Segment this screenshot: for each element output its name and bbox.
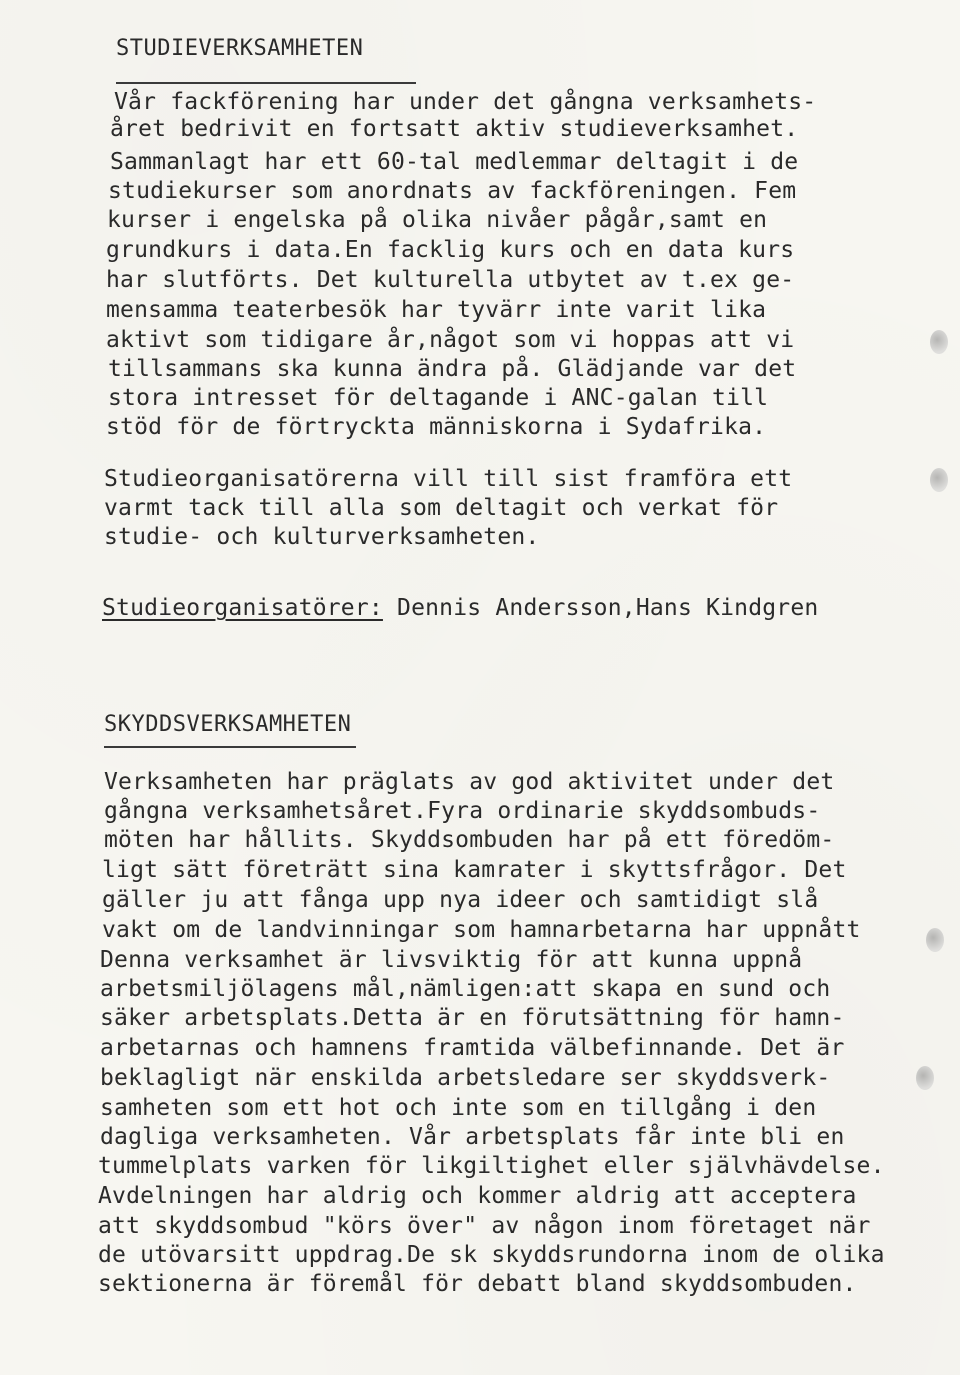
thanks-line: Studieorganisatörerna vill till sist framföra ett <box>104 466 793 492</box>
binder-hole-lower <box>926 928 944 952</box>
safety-line: de utövarsitt uppdrag.De sk skyddsrundorna inom de olika <box>98 1242 885 1268</box>
safety-line: Denna verksamhet är livsviktig för att kunna uppnå <box>100 947 803 973</box>
safety-line: beklagligt när enskilda arbetsledare ser skyddsverk- <box>100 1065 831 1091</box>
binder-hole-top <box>930 330 948 354</box>
safety-line: säker arbetsplats.Detta är en förutsättning för hamn- <box>100 1005 845 1031</box>
safety-line: ligt sätt företrätt sina kamrater i skyttsfrågor. Det <box>102 857 847 883</box>
safety-line: samheten som ett hot och inte som en tillgång i den <box>100 1095 817 1121</box>
safety-line: Verksamheten har präglats av god aktivitet under det <box>104 769 835 795</box>
organizers-label: Studieorganisatörer: <box>102 595 383 621</box>
binder-hole-bottom <box>916 1066 934 1090</box>
safety-line: arbetarnas och hamnens framtida välbefinnande. Det är <box>100 1035 845 1061</box>
safety-line: vakt om de landvinningar som hamnarbetarna har uppnått <box>102 917 861 943</box>
thanks-line: studie- och kulturverksamheten. <box>104 524 540 550</box>
study-line: studiekurser som anordnats av fackföreningen. Fem <box>108 178 797 204</box>
study-line: året bedrivit en fortsatt aktiv studieverksamhet. <box>110 116 799 142</box>
safety-line: dagliga verksamheten. Vår arbetsplats får inte bli en <box>100 1124 845 1150</box>
study-line: har slutförts. Det kulturella utbytet av t.ex ge- <box>106 267 795 293</box>
study-line: stora intresset för deltagande i ANC-galan till <box>108 385 769 411</box>
thanks-line: varmt tack till alla som deltagit och verkat för <box>104 495 779 521</box>
study-line: stöd för de förtryckta människorna i Sydafrika. <box>106 414 767 440</box>
study-line: aktivt som tidigare år,något som vi hoppas att vi <box>106 327 795 353</box>
study-line: grundkurs i data.En facklig kurs och en data kurs <box>106 237 795 263</box>
safety-line: att skyddsombud "körs över" av någon inom företaget när <box>98 1213 871 1239</box>
safety-line: Avdelningen har aldrig och kommer aldrig att acceptera <box>98 1183 857 1209</box>
study-heading-rule <box>116 82 416 84</box>
study-line: mensamma teaterbesök har tyvärr inte varit lika <box>106 297 767 323</box>
study-line: Vår fackförening har under det gångna verksamhets- <box>114 89 817 115</box>
organizers-line <box>102 594 818 622</box>
binder-hole-middle <box>930 468 948 492</box>
safety-line: sektionerna är föremål för debatt bland skyddsombuden. <box>98 1271 857 1297</box>
safety-heading: SKYDDSVERKSAMHETEN <box>104 712 352 737</box>
safety-line: arbetsmiljölagens mål,nämligen:att skapa en sund och <box>100 976 831 1002</box>
safety-line: tummelplats varken för likgiltighet eller självhävdelse. <box>98 1153 885 1179</box>
study-line: tillsammans ska kunna ändra på. Glädjande var det <box>108 356 797 382</box>
study-heading: STUDIEVERKSAMHETEN <box>116 36 364 61</box>
safety-line: gångna verksamhetsåret.Fyra ordinarie skyddsombuds- <box>104 798 821 824</box>
safety-heading-rule <box>104 746 356 748</box>
safety-line: möten har hållits. Skyddsombuden har på ett föredöm- <box>104 827 835 853</box>
study-line: Sammanlagt har ett 60-tal medlemmar deltagit i de <box>110 149 799 175</box>
organizers-names: Dennis Andersson,Hans Kindgren <box>397 595 819 621</box>
safety-line: gäller ju att fånga upp nya ideer och samtidigt slå <box>102 887 819 913</box>
study-line: kurser i engelska på olika nivåer pågår,samt en <box>107 207 768 233</box>
